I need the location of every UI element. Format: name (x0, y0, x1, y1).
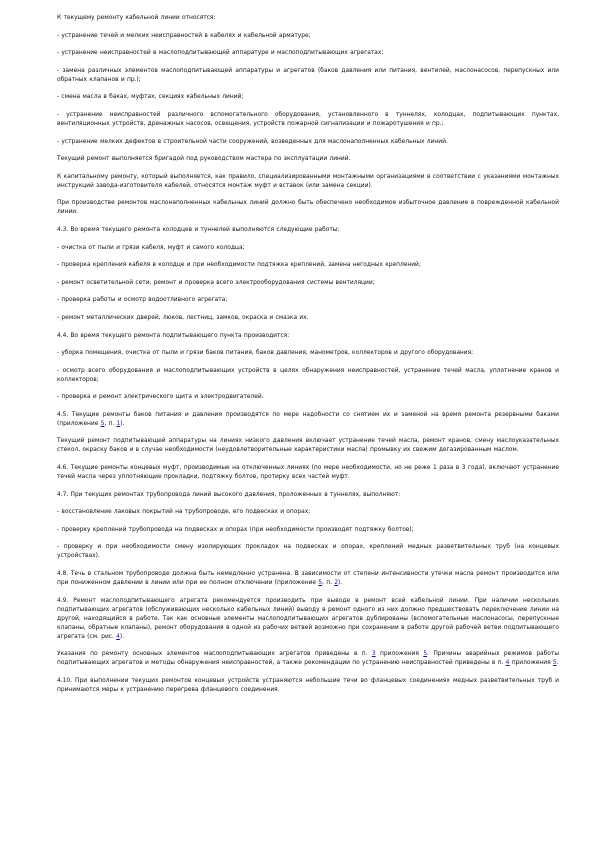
text-run: . (556, 660, 559, 667)
list-item: - проверку и при необходимости смену изолирующих прокладок на подвесках и опорах, креплений медных разветвительных труб (на концевых устройствах). (57, 544, 559, 560)
list-item: - проверка работы и осмотр водоотливного агрегата; (57, 297, 228, 304)
paragraph (57, 650, 559, 668)
section-4-3-heading: 4.3. Во время текущего ремонта колодцев и туннелей выполняются следующие работы: (57, 226, 340, 233)
clause-link[interactable]: 3 (371, 651, 376, 658)
section-4-10-paragraph: 4.10. При выполнении текущих ремонтов концевых устройств устраняются небольшие течи во фланцевых соединениях медных разветвительных труб и принимаются меры к устранению перегрева фланцевого соединения. (57, 677, 559, 693)
list-item: - проверка и ремонт электрического щита и электродвигателей. (57, 394, 264, 401)
list-item: - ремонт металлических дверей, люков, лестниц, замков, окраска и смазка их. (57, 314, 309, 321)
text-run: 4.5. Текущие ремонты баков питания и давления производятся по мере надобности со снятием их и заменой на время ремонта резервными баками (приложение (57, 411, 559, 427)
paragraph-intro: К текущему ремонту кабельной линии относятся: (57, 15, 216, 21)
text-run: , п. (104, 420, 117, 427)
text-run: ). (119, 633, 125, 640)
list-item: - ремонт осветительной сети, ремонт и проверка всего электрооборудования системы вентиляции; (57, 279, 375, 286)
list-item: - очистка от пыли и грязи кабеля, муфт и самого колодца; (57, 244, 245, 251)
text-run: приложения (375, 651, 424, 658)
appendix-link[interactable]: 5 (423, 651, 428, 658)
appendix-link[interactable]: 5 (552, 660, 557, 667)
appendix-link[interactable]: 5 (318, 580, 323, 587)
text-run: ). (120, 420, 125, 427)
text-run: . Причины аварийных режимов работы подпитывающих агрегатов и методы обнаружения неисправностей, а также рекомендации по устранению неисправностей приведены в п. (57, 651, 559, 667)
paragraph: К капитальному ремонту, который выполняется, как правило, специализированными монтажными организациями в соответствии с указаниями монтажных инструкций завода-изготовителя кабелей, относятся монтаж муфт и вставок (или замена секции). (57, 173, 559, 189)
section-4-9-paragraph (57, 597, 559, 642)
clause-link[interactable]: 4 (505, 660, 510, 667)
text-run: Указания по ремонту основных элементов маслоподпитывающих агрегатов приведены в п. (57, 651, 372, 658)
list-item: - устранение неисправностей в маслоподпитывающей аппаратуре и маслоподпитывающих агрегатах; (57, 50, 384, 57)
list-item: - замена различных элементов маслоподпитывающей аппаратуры и агрегатов (баков давления или питания, вентилей, маслонасосов, перепускных или обратных клапанов и пр.); (57, 67, 559, 83)
clause-link[interactable]: 2 (334, 580, 338, 587)
paragraph: Текущий ремонт подпитывающей аппаратуры на линиях низкого давления включает устранение течей масла, ремонт кранов, смену маслоуказательных стекол, окраску баков и в случае необходимости (неудовлетворительные характеристики масла) промывку их свежим дегазированным маслом. (57, 438, 559, 454)
figure-link[interactable]: 4 (116, 633, 120, 640)
text-run: , п. (322, 580, 335, 587)
list-item: - осмотр всего оборудования и маслоподпитывающих устройств в целях обнаружения неисправностей, устранение течей масла, уплотнение кранов и коллекторов; (57, 367, 559, 383)
text-run: 4.9. Ремонт маслоподпитывающего агрегата рекомендуется производить при выводе в ремонт всей кабельной линии. При наличии нескольких подпитывающих агрегатов (обслуживающих несколько кабельных линий) выводу в ремонт одного из них должно предшествовать переключение линии на другой, находящийся в работе. Так как основные элементы маслоподпитывающих агрегатов дублированы (вспомогательные маслонасосы, перепускные клапаны, обратные клапаны), ремонт оборудования в одной из рабочих ветвей возможно при сохранении в работе другой рабочей ветви подпитывающего агрегата (см. рис. (57, 597, 559, 640)
list-item: - смена масла в баках, муфтах, секциях кабельных линий; (57, 94, 244, 101)
text-run: ). (337, 580, 343, 587)
clause-link[interactable]: 1 (116, 420, 121, 427)
text-run: приложения (509, 660, 553, 667)
list-item: - устранение мелких дефектов в строительной части сооружений, возведенных для маслонаполненных кабельных линий. (57, 138, 448, 145)
list-item: - проверка крепления кабеля в колодце и при необходимости подтяжка креплений, замена негодных креплений; (57, 262, 421, 269)
list-item: - устранение неисправностей различного вспомогательного оборудования, установленного в туннелях, колодцах, подпитывающих пунктах, вентиляционных устройств, дренажных насосов, освещения, устройств пожарной сигнализации и пожаротушения и пр.; (57, 111, 559, 127)
text-run: 4.8. Течь в стальном трубопроводе должна быть немедленно устранена. В зависимости от степени интенсивности утечки масла ремонт производится или при пониженном давлении в линии или при ее полном отключении (приложение (57, 571, 559, 587)
list-item: - устранение течей и мелких неисправностей в кабелях и кабельной арматуре; (57, 32, 311, 39)
section-4-5-paragraph (57, 411, 559, 429)
section-4-4-heading: 4.4. Во время текущего ремонта подпитывающего пункта производится: (57, 332, 290, 339)
list-item: - проверку креплений трубопровода на подвесках и опорах (при необходимости производят подтяжку болтов); (57, 526, 414, 533)
section-4-8-paragraph (57, 570, 559, 588)
list-item: - уборка помещения, очистка от пыли и грязи баков питания, баков давления, манометров, коллекторов и другого оборудования; (57, 350, 474, 357)
section-4-7-heading: 4.7. При текущих ремонтах трубопровода линий высокого давления, проложенных в туннелях, выполняют: (57, 491, 401, 498)
section-4-6-paragraph: 4.6. Текущие ремонты концевых муфт, производимые на отключенных линиях (по мере необходимости, но не реже 1 раза в 3 года), включают устранение течей масла через уплотняющие прокладки, подтяжку болтов, протирку всех частей муфт. (57, 465, 559, 481)
appendix-link[interactable]: 5 (100, 420, 105, 427)
paragraph: Текущий ремонт выполняется бригадой под руководством мастера по эксплуатации линий. (57, 156, 351, 163)
list-item: - восстановление лаковых покрытий на трубопроводе, его подвесках и опорах; (57, 509, 311, 516)
paragraph: При производстве ремонтов маслонаполненных кабельных линий должно быть обеспечено необходимое избыточное давление в поврежденной кабельной линии. (57, 200, 559, 216)
